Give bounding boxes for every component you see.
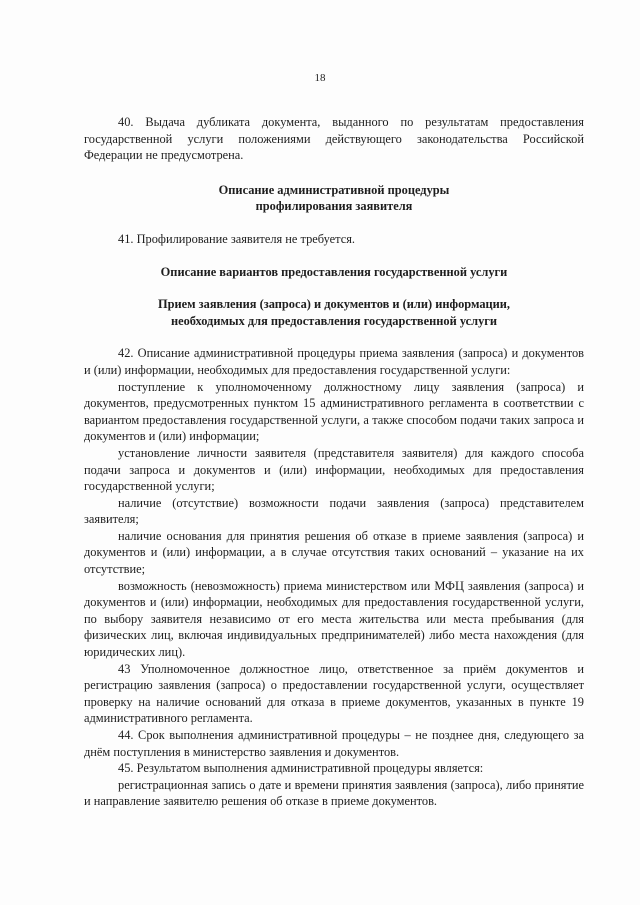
heading-application-reception — [84, 296, 584, 329]
paragraph-42-item-identity: установление личности заявителя (представителя заявителя) для каждого способа подачи запроса и документов и (или) информации, необходимых для предоставления государственной услуги; — [84, 445, 584, 494]
paragraph-45: 45. Результатом выполнения административной процедуры является: — [118, 761, 484, 776]
paragraph-45-item-result: регистрационная запись о дате и времени принятия заявления (запроса), либо принятие и направление заявителю решения об отказе в приеме документов. — [84, 777, 584, 809]
heading-profiling-line-2: профилирования заявителя — [255, 199, 413, 214]
heading-reception-line-1: Прием заявления (запроса) и документов и (или) информации, — [157, 297, 511, 312]
paragraph-42-item-refusal-grounds: наличие основания для принятия решения об отказе в приеме заявления (запроса) и документов и (или) информации, а в случае отсутствия таких оснований – указание на их отсутствие; — [84, 528, 584, 577]
heading-reception-line-2: необходимых для предоставления государственной услуги — [170, 313, 498, 328]
paragraph-40: 40. Выдача дубликата документа, выданного по результатам предоставления государственной услуги положениями действующего законодательства Российской Федерации не предусмотрена. — [84, 115, 584, 163]
paragraph-43: 43 Уполномоченное должностное лицо, ответственное за приём документов и регистрацию заявления (запроса) о предоставлении государственной услуги, осуществляет проверку на наличие оснований для отказа в приеме документов, указанных в пункте 19 административного регламента. — [84, 661, 584, 726]
paragraph-44: 44. Срок выполнения административной процедуры – не позднее дня, следующего за днём поступления в министерство заявления и документов. — [84, 728, 584, 759]
paragraph-42: 42. Описание административной процедуры приема заявления (запроса) и документов и (или) информации, необходимых для предоставления государственной услуги: — [84, 346, 584, 377]
paragraph-41: 41. Профилирование заявителя не требуется. — [118, 231, 356, 246]
heading-service-variants: Описание вариантов предоставления государственной услуги — [160, 264, 508, 279]
document-body — [84, 114, 584, 810]
paragraph-42-item-receipt: поступление к уполномоченному должностному лицу заявления (запроса) и документов, предусмотренных пунктом 15 административного регламента в соответствии с вариантом предоставления государственной услуги, а также способом подачи таких запроса и документов и (или) информации; — [84, 379, 584, 444]
paragraph-42-item-reception-possibility: возможность (невозможность) приема министерством или МФЦ заявления (запроса) и документов и (или) информации, необходимых для предоставления государственной услуги, по выбору заявителя независимо от его места жительства или места пребывания (для физических лиц, включая индивидуальных предпринимателей) либо места нахождения (для юридических лиц). — [84, 578, 584, 660]
page-number: 18 — [314, 72, 326, 84]
heading-profiling-procedure — [84, 182, 584, 215]
paragraph-42-item-representative: наличие (отсутствие) возможности подачи заявления (запроса) представителем заявителя; — [84, 495, 584, 527]
heading-profiling-line-1: Описание административной процедуры — [218, 182, 450, 197]
